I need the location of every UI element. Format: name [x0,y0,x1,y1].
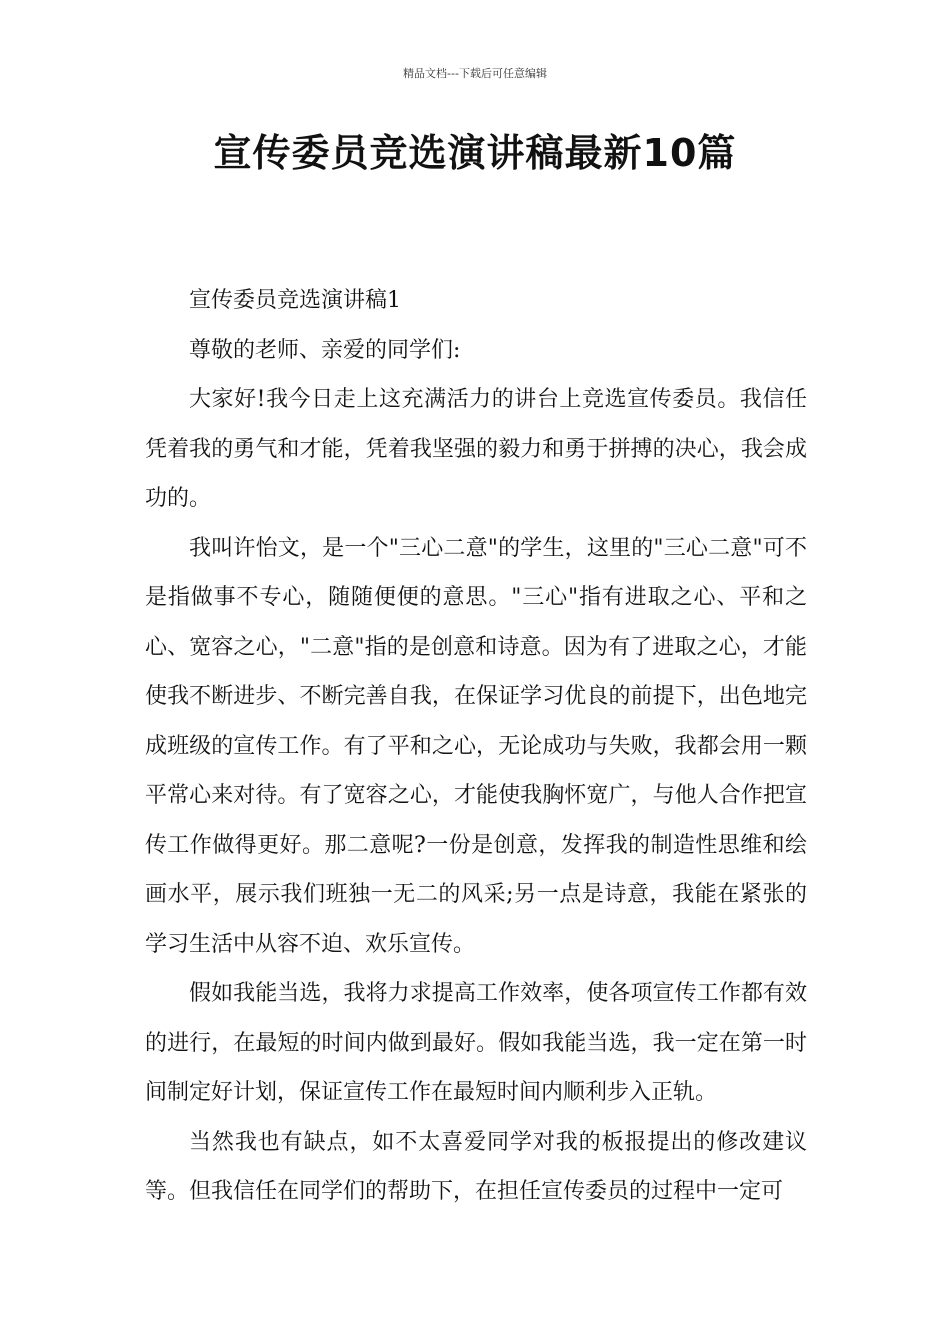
paragraph-3: 假如我能当选，我将力求提高工作效率，使各项宣传工作都有效的进行，在最短的时间内做到最好。假如我能当选，我一定在第一时间制定好计划，保证宣传工作在最短时间内顺利步入正轨。 [145,981,807,1105]
section-heading: 宣传委员竞选演讲稿1 [189,288,401,313]
paragraph-1: 大家好!我今日走上这充满活力的讲台上竞选宣传委员。我信任凭着我的勇气和才能，凭着我坚强的毅力和勇于拼搏的决心，我会成功的。 [145,387,807,511]
document-body [145,276,807,1217]
paragraph-2: 我叫许怡文，是一个"三心二意"的学生，这里的"三心二意"可不是指做事不专心，随随便便的意思。"三心"指有进取之心、平和之心、宽容之心，"二意"指的是创意和诗意。因为有了进取之心，才能使我不断进步、不断完善自我，在保证学习优良的前提下，出色地完成班级的宣传工作。有了平和之心，无论成功与失败，我都会用一颗平常心来对待。有了宽容之心，才能使我胸怀宽广，与他人合作把宣传工作做得更好。那二意呢?一份是创意，发挥我的制造性思维和绘画水平，展示我们班独一无二的风采;另一点是诗意，我能在紧张的学习生活中从容不迫、欢乐宣传。 [145,535,807,957]
document-title: 宣传委员竞选演讲稿最新10篇 [213,131,737,175]
header-note: 精品文档---下载后可任意编辑 [403,67,547,80]
salutation: 尊敬的老师、亲爱的同学们: [189,337,461,363]
paragraph-4: 当然我也有缺点，如不太喜爱同学对我的板报提出的修改建议等。但我信任在同学们的帮助下，在担任宣传委员的过程中一定可 [145,1129,807,1204]
